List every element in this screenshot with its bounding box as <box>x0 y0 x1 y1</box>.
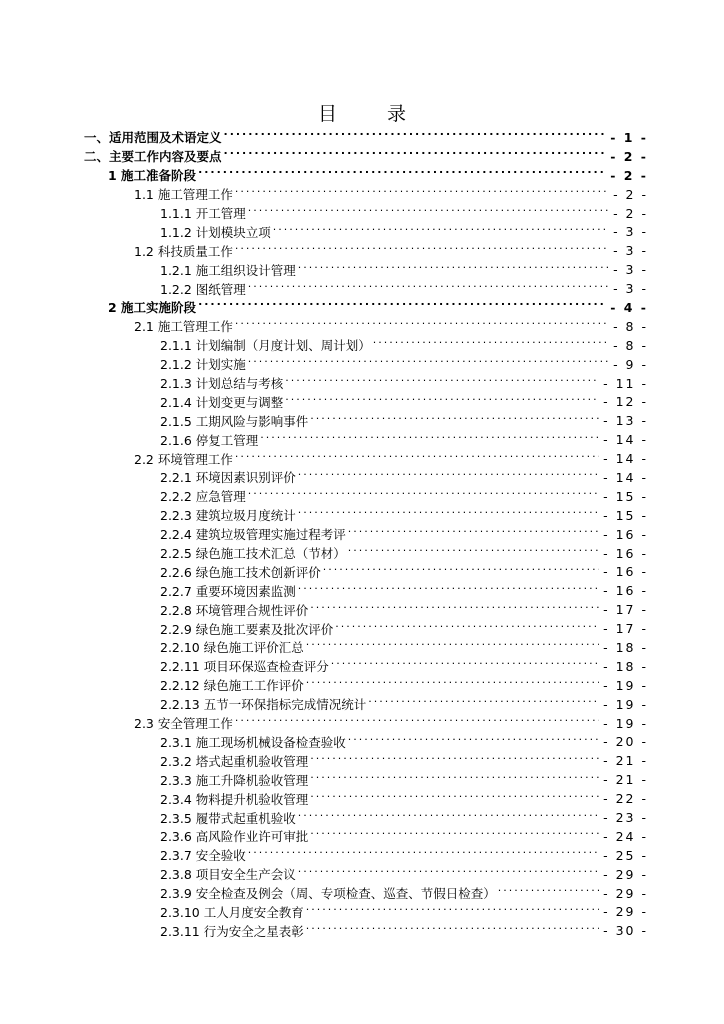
toc-entry-page: - 8 - <box>613 318 648 334</box>
toc-entry-label: 1.2.2 图纸管理 <box>160 281 246 297</box>
toc-entry-page: - 16 - <box>603 583 648 599</box>
dot-leader <box>310 415 599 427</box>
toc-entry-page: - 22 - <box>603 791 648 807</box>
toc-entry[interactable] <box>84 185 648 204</box>
toc-entry-label: 2.3.11 行为安全之星表彰 <box>160 923 304 939</box>
toc-entry[interactable] <box>84 733 648 752</box>
toc-entry-page: - 15 - <box>603 507 648 523</box>
toc-entry[interactable] <box>84 336 648 355</box>
toc-entry-label: 2.3.9 安全检查及例会（周、专项检查、巡查、节假日检查） <box>160 886 496 902</box>
toc-entry-label: 2.3.7 安全验收 <box>160 848 246 864</box>
toc-entry-label: 2.2.5 绿色施工技术汇总（节材） <box>160 546 346 562</box>
toc-entry[interactable] <box>84 506 648 525</box>
toc-entry-label: 2.3.6 高风险作业许可审批 <box>160 829 309 845</box>
toc-entry-page: - 2 - <box>610 148 648 164</box>
toc-entry[interactable] <box>84 865 648 884</box>
toc-entry-page: - 12 - <box>603 394 648 410</box>
toc-entry[interactable] <box>84 260 648 279</box>
toc-entry[interactable] <box>84 128 648 147</box>
toc-entry-label: 1.1 施工管理工作 <box>134 187 233 203</box>
toc-entry-label: 1.1.2 计划模块立项 <box>160 224 271 240</box>
dot-leader <box>198 169 606 181</box>
toc-entry[interactable] <box>84 562 648 581</box>
toc-entry-page: - 24 - <box>603 828 648 844</box>
toc-entry[interactable] <box>84 355 648 374</box>
toc-entry-page: - 11 - <box>603 375 648 391</box>
toc-entry-page: - 17 - <box>603 621 648 637</box>
toc-entry[interactable] <box>84 525 648 544</box>
toc-entry-page: - 16 - <box>603 545 648 561</box>
toc-entry-label: 2.1.4 计划变更与调整 <box>160 394 284 410</box>
toc-entry[interactable] <box>84 884 648 903</box>
dot-leader <box>224 131 607 143</box>
toc-entry-page: - 14 - <box>603 451 648 467</box>
dot-leader <box>306 679 599 691</box>
toc-entry-label: 2.2.9 绿色施工要素及批次评价 <box>160 621 334 637</box>
dot-leader <box>298 264 609 276</box>
toc-entry[interactable] <box>84 846 648 865</box>
table-of-contents <box>84 128 648 940</box>
dot-leader <box>298 509 599 521</box>
toc-entry-page: - 29 - <box>603 904 648 920</box>
toc-entry[interactable] <box>84 411 648 430</box>
dot-leader <box>273 226 609 238</box>
dot-leader <box>310 755 599 767</box>
toc-entry-page: - 29 - <box>603 885 648 901</box>
dot-leader <box>298 812 599 824</box>
toc-entry[interactable] <box>84 638 648 657</box>
dot-leader <box>348 547 599 559</box>
toc-entry-page: - 18 - <box>603 658 648 674</box>
dot-leader <box>248 849 599 861</box>
dot-leader <box>335 623 599 635</box>
toc-entry-page: - 30 - <box>603 923 648 939</box>
dot-leader <box>260 434 599 446</box>
toc-entry-page: - 19 - <box>603 696 648 712</box>
toc-entry[interactable] <box>84 468 648 487</box>
toc-entry-label: 2.2.6 绿色施工技术创新评价 <box>160 564 321 580</box>
toc-entry-page: - 1 - <box>610 129 648 145</box>
toc-entry[interactable] <box>84 808 648 827</box>
toc-entry-page: - 17 - <box>603 602 648 618</box>
toc-entry-page: - 29 - <box>603 866 648 882</box>
toc-entry-page: - 16 - <box>603 564 648 580</box>
toc-entry-label: 2.2.11 项目环保巡查检查评分 <box>160 659 329 675</box>
toc-entry-page: - 18 - <box>603 639 648 655</box>
dot-leader <box>348 528 599 540</box>
dot-leader <box>310 774 599 786</box>
toc-entry-page: - 14 - <box>603 469 648 485</box>
toc-entry-page: - 21 - <box>603 753 648 769</box>
dot-leader <box>248 490 599 502</box>
toc-entry-label: 2.2.13 五节一环保指标完成情况统计 <box>160 697 367 713</box>
toc-entry[interactable] <box>84 770 648 789</box>
dot-leader <box>323 566 599 578</box>
toc-entry-label: 2.3.3 施工升降机验收管理 <box>160 772 309 788</box>
toc-entry-label: 2.1.5 工期风险与影响事件 <box>160 413 309 429</box>
toc-entry[interactable] <box>84 827 648 846</box>
toc-entry-page: - 14 - <box>603 432 648 448</box>
toc-entry[interactable] <box>84 166 648 185</box>
toc-entry-label: 2.2.3 建筑垃圾月度统计 <box>160 508 296 524</box>
toc-entry-label: 2.3.1 施工现场机械设备检查验收 <box>160 734 346 750</box>
toc-entry[interactable] <box>84 222 648 241</box>
toc-entry-page: - 16 - <box>603 526 648 542</box>
toc-entry-page: - 3 - <box>613 243 648 259</box>
toc-entry-page: - 15 - <box>603 488 648 504</box>
toc-entry[interactable] <box>84 714 648 733</box>
toc-entry[interactable] <box>84 317 648 336</box>
toc-entry-page: - 3 - <box>613 224 648 240</box>
dot-leader <box>498 887 599 899</box>
toc-entry[interactable] <box>84 789 648 808</box>
dot-leader <box>235 245 609 257</box>
toc-entry[interactable] <box>84 544 648 563</box>
toc-entry-label: 1.1.1 开工管理 <box>160 206 246 221</box>
toc-entry-page: - 9 - <box>613 356 648 372</box>
dot-leader <box>248 283 609 295</box>
toc-entry-page: - 8 - <box>613 337 648 353</box>
toc-entry-label: 2.2.12 绿色施工工作评价 <box>160 678 304 694</box>
toc-entry-page: - 2 - <box>613 186 648 202</box>
dot-leader <box>235 188 609 200</box>
toc-entry-page: - 19 - <box>603 715 648 731</box>
toc-entry-label: 2.1.2 计划实施 <box>160 357 246 373</box>
toc-entry-page: - 13 - <box>603 413 648 429</box>
toc-entry-label: 1.2 科技质量工作 <box>134 243 233 259</box>
dot-leader <box>235 717 599 729</box>
toc-entry[interactable] <box>84 751 648 770</box>
dot-leader <box>224 150 607 162</box>
dot-leader <box>310 793 599 805</box>
toc-entry-page: - 2 - <box>613 205 648 221</box>
toc-entry[interactable] <box>84 147 648 166</box>
dot-leader <box>285 396 599 408</box>
dot-leader <box>235 453 599 465</box>
dot-leader <box>373 339 609 351</box>
toc-entry-label: 二、主要工作内容及要点 <box>84 149 222 165</box>
toc-entry[interactable] <box>84 657 648 676</box>
toc-entry[interactable] <box>84 921 648 940</box>
toc-entry[interactable] <box>84 241 648 260</box>
toc-entry-label: 2.2.10 绿色施工评价汇总 <box>160 640 304 656</box>
toc-entry-page: - 25 - <box>603 847 648 863</box>
toc-entry-label: 一、适用范围及术语定义 <box>84 130 222 146</box>
toc-entry-page: - 21 - <box>603 772 648 788</box>
toc-entry[interactable] <box>84 204 648 223</box>
dot-leader <box>285 377 599 389</box>
dot-leader <box>331 660 599 672</box>
toc-entry-label: 2.2 环境管理工作 <box>134 451 233 467</box>
dot-leader <box>306 925 599 937</box>
toc-entry-label: 2.3.5 履带式起重机验收 <box>160 810 296 826</box>
toc-entry-label: 2.3.10 工人月度安全教育 <box>160 904 304 920</box>
toc-entry-page: - 3 - <box>613 281 648 297</box>
dot-leader <box>248 358 609 370</box>
dot-leader <box>310 604 599 616</box>
toc-entry-label: 2.3 安全管理工作 <box>134 716 233 732</box>
toc-entry-label: 2.3.4 物料提升机验收管理 <box>160 791 309 807</box>
toc-entry-page: - 2 - <box>610 167 648 183</box>
toc-entry[interactable] <box>84 581 648 600</box>
dot-leader <box>310 830 599 842</box>
toc-entry-page: - 4 - <box>610 299 648 315</box>
toc-entry[interactable] <box>84 374 648 393</box>
toc-entry[interactable] <box>84 676 648 695</box>
toc-entry-page: - 23 - <box>603 810 648 825</box>
dot-leader <box>306 641 599 653</box>
toc-entry[interactable] <box>84 430 648 449</box>
toc-entry[interactable] <box>84 487 648 506</box>
toc-entry-label: 1.2.1 施工组织设计管理 <box>160 262 296 278</box>
toc-entry[interactable] <box>84 449 648 468</box>
toc-entry-label: 2.3.8 项目安全生产会议 <box>160 867 296 883</box>
dot-leader <box>298 585 599 597</box>
dot-leader <box>348 736 599 748</box>
dot-leader <box>235 320 609 332</box>
toc-entry[interactable] <box>84 279 648 298</box>
toc-entry-label: 2.2.7 重要环境因素监测 <box>160 583 296 599</box>
toc-entry-label: 2.1.1 计划编制（月度计划、周计划） <box>160 338 371 354</box>
toc-entry-page: - 3 - <box>613 262 648 278</box>
toc-entry-label: 2.2.4 建筑垃圾管理实施过程考评 <box>160 527 346 543</box>
toc-entry[interactable] <box>84 903 648 922</box>
dot-leader <box>248 207 609 219</box>
toc-entry-label: 2.2.1 环境因素识别评价 <box>160 470 296 486</box>
dot-leader <box>298 471 599 483</box>
dot-leader <box>368 698 599 710</box>
page-title: 目 录 <box>317 103 429 125</box>
dot-leader <box>198 301 606 313</box>
toc-entry[interactable] <box>84 619 648 638</box>
toc-entry-label: 2.2.8 环境管理合规性评价 <box>160 602 309 618</box>
toc-entry[interactable] <box>84 392 648 411</box>
toc-entry-page: - 20 - <box>603 734 648 750</box>
toc-entry-page: - 19 - <box>603 677 648 693</box>
toc-entry-label: 2.1 施工管理工作 <box>134 319 233 335</box>
dot-leader <box>298 868 599 880</box>
toc-entry[interactable] <box>84 298 648 317</box>
toc-entry-label: 2.1.6 停复工管理 <box>160 432 259 448</box>
toc-entry-label: 2.2.2 应急管理 <box>160 489 246 505</box>
toc-entry-label: 2.3.2 塔式起重机验收管理 <box>160 753 309 769</box>
toc-entry-label: 1 施工准备阶段 <box>108 168 197 184</box>
toc-entry-label: 2.1.3 计划总结与考核 <box>160 376 284 392</box>
toc-entry[interactable] <box>84 600 648 619</box>
toc-entry[interactable] <box>84 695 648 714</box>
toc-entry-label: 2 施工实施阶段 <box>108 300 197 316</box>
dot-leader <box>306 906 599 918</box>
